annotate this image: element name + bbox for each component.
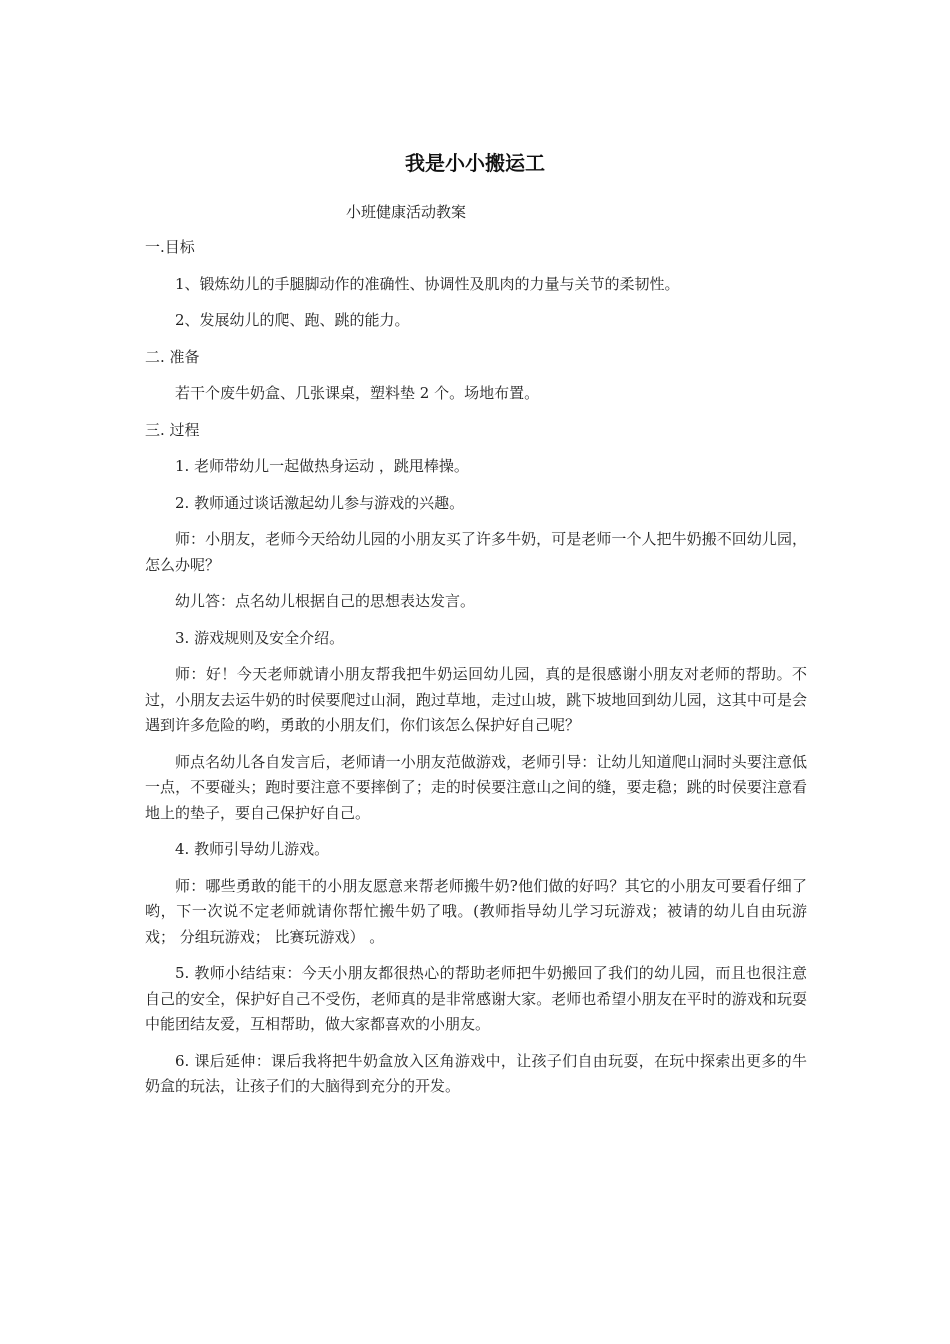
section-heading-process: 三. 过程 <box>145 420 200 439</box>
dialog-paragraph: 幼儿答：点名幼儿根据自己的思想表达发言。 <box>175 592 476 610</box>
document-body <box>145 235 807 1111</box>
process-step-3: 3. 游戏规则及安全介绍。 <box>175 628 345 647</box>
dialog-paragraph: 师：小朋友，老师今天给幼儿园的小朋友买了许多牛奶，可是老师一个人把牛奶搬不回幼儿园，怎么办呢？ <box>145 530 807 574</box>
dialog-paragraph: 师：哪些勇敢的能干的小朋友愿意来帮老师搬牛奶?他们做的好吗？其它的小朋友可要看仔细了哟，下一次说不定老师就请你帮忙搬牛奶了哦。(教师指导幼儿学习玩游戏；被请的幼儿自由玩游戏； 分组玩游戏； 比赛玩游戏） 。 <box>145 876 807 946</box>
process-step-6: 6. 课后延伸：课后我将把牛奶盒放入区角游戏中，让孩子们自由玩耍，在玩中探索出更多的牛奶盒的玩法，让孩子们的大脑得到充分的开发。 <box>145 1051 807 1095</box>
process-step-5: 5. 教师小结结束：今天小朋友都很热心的帮助老师把牛奶搬回了我们的幼儿园，而且也很注意自己的安全，保护好自己不受伤，老师真的是非常感谢大家。老师也希望小朋友在平时的游戏和玩耍中能团结友爱，互相帮助，做大家都喜欢的小朋友。 <box>145 964 807 1033</box>
process-step-2: 2. 教师通过谈话激起幼儿参与游戏的兴趣。 <box>175 493 465 512</box>
goal-item-1: 1、锻炼幼儿的手腿脚动作的准确性、协调性及肌肉的力量与关节的柔韧性。 <box>175 274 680 293</box>
dialog-paragraph: 师点名幼儿各自发言后，老师请一小朋友范做游戏，老师引导：让幼儿知道爬山洞时头要注意低一点，不要碰头；跑时要注意不要摔倒了；走的时侯要注意山之间的缝，要走稳；跳的时侯要注意看地上的垫子，要自己保护好自己。 <box>145 752 807 822</box>
dialog-paragraph: 师：好！今天老师就请小朋友帮我把牛奶运回幼儿园，真的是很感谢小朋友对老师的帮助。不过，小朋友去运牛奶的时侯要爬过山洞，跑过草地，走过山坡，跳下坡地回到幼儿园，这其中可是会遇到许多危险的哟，勇敢的小朋友们，你们该怎么保护好自己呢？ <box>145 665 807 734</box>
document-subtitle: 小班健康活动教案 <box>346 203 467 221</box>
document-title: 我是小小搬运工 <box>405 151 545 175</box>
section-heading-goals: 一.目标 <box>145 238 195 256</box>
goal-item-2: 2、发展幼儿的爬、跑、跳的能力。 <box>175 311 410 329</box>
preparation-text: 若干个废牛奶盒、几张课桌，塑料垫 2 个。场地布置。 <box>175 384 540 402</box>
process-step-1: 1. 老师带幼儿一起做热身运动 ，跳甩棒操。 <box>175 457 469 475</box>
section-heading-preparation: 二. 准备 <box>145 347 200 366</box>
process-step-4: 4. 教师引导幼儿游戏。 <box>175 840 330 858</box>
